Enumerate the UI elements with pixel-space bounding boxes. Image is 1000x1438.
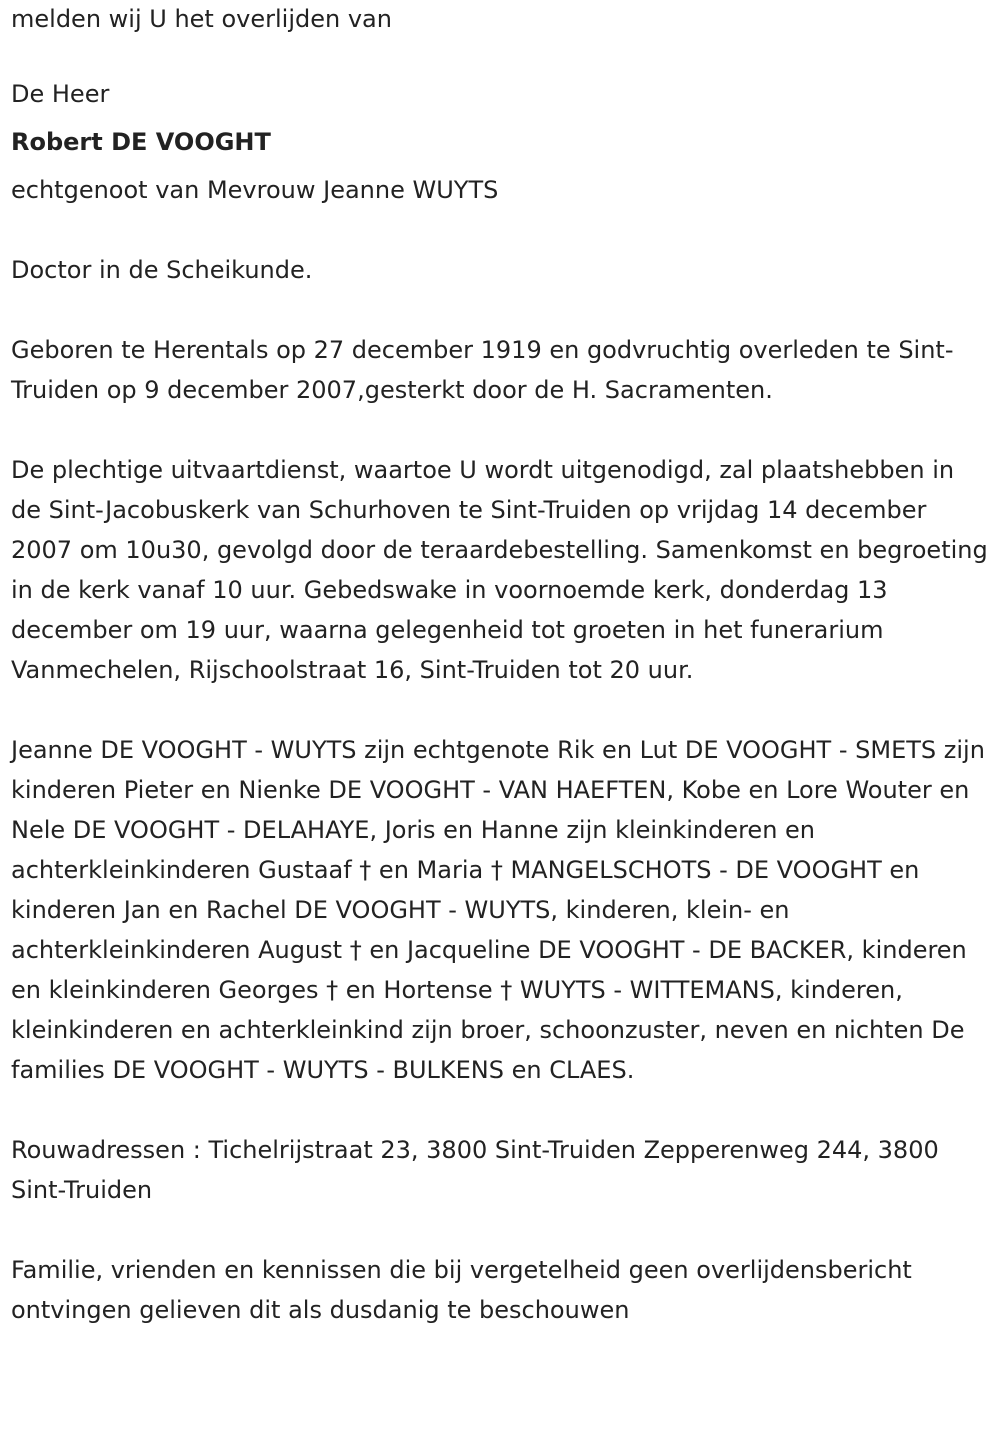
spouse-line: echtgenoot van Mevrouw Jeanne WUYTS (11, 176, 499, 204)
family-paragraph: Jeanne DE VOOGHT - WUYTS zijn echtgenote Rik en Lut DE VOOGHT - SMETS zijn kinderen Pieter en Nienke DE VOOGHT - VAN HAEFTEN, Kobe en Lore Wouter en Nele DE VOOGHT - DELAHAYE, Joris en Hanne zijn kleinkinderen en achterkleinkinderen Gustaaf † en Maria † MANGELSCHOTS - DE VOOGHT en kinderen Jan en Rachel DE VOOGHT - WUYTS, kinderen, klein- en achterkleinkinderen August † en Jacqueline DE VOOGHT - DE BACKER, kinderen en kleinkinderen Georges † en Hortense † WUYTS - WITTEMANS, kinderen, kleinkinderen en achterkleinkind zijn broer, schoonzuster, neven en nichten De families DE VOOGHT - WUYTS - BULKENS en CLAES. (11, 736, 985, 1084)
profession-line: Doctor in de Scheikunde. (11, 256, 313, 284)
death-notice (11, 0, 991, 1330)
deceased-name: Robert DE VOOGHT (11, 128, 271, 156)
closing-paragraph: Familie, vrienden en kennissen die bij vergetelheid geen overlijdensbericht ontvingen gelieven dit als dusdanig te beschouwen (11, 1256, 912, 1324)
salutation: De Heer (11, 80, 110, 108)
addresses-paragraph: Rouwadressen : Tichelrijstraat 23, 3800 Sint-Truiden Zepperenweg 244, 3800 Sint-Truiden (11, 1136, 939, 1204)
intro-line: melden wij U het overlijden van (11, 5, 392, 33)
funeral-paragraph: De plechtige uitvaartdienst, waartoe U wordt uitgenodigd, zal plaatshebben in de Sint-Jacobuskerk van Schurhoven te Sint-Truiden op vrijdag 14 december 2007 om 10u30, gevolgd door de teraardebestelling. Samenkomst en begroeting in de kerk vanaf 10 uur. Gebedswake in voornoemde kerk, donderdag 13 december om 19 uur, waarna gelegenheid tot groeten in het funerarium Vanmechelen, Rijschoolstraat 16, Sint-Truiden tot 20 uur. (11, 456, 988, 684)
birth-death-paragraph: Geboren te Herentals op 27 december 1919 en godvruchtig overleden te Sint-Truiden op 9 december 2007,gesterkt door de H. Sacramenten. (11, 336, 954, 404)
